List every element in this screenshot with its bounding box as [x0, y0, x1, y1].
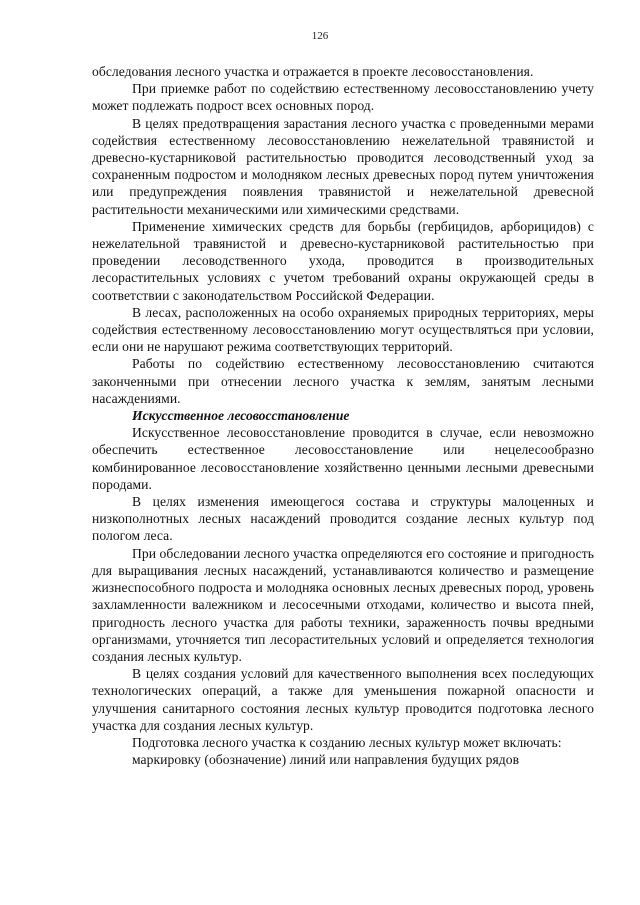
document-body	[92, 63, 594, 768]
paragraph-1: обследования лесного участка и отражается в проекте лесовосстановления.	[92, 64, 534, 79]
paragraph-10: В целях создания условий для качественного выполнения всех последующих технологических операций, а также для уменьшения пожарной опасности и улучшения санитарного состояния лесных культур проводится подготовка лесного участка для создания лесных культур.	[92, 666, 594, 733]
paragraph-3: В целях предотвращения зарастания лесного участка с проведенными мерами содействия естественному лесовосстановлению нежелательной травянистой и древесно-кустарниковой растительностью проводится лесоводственный уход за сохраненным подростом и молодняком лесных древесных пород путем уничтожения или предупреждения появления травянистой и нежелательной древесной растительности механическими или химическими средствами.	[92, 115, 594, 217]
paragraph-4: Применение химических средств для борьбы (гербицидов, арборицидов) с нежелательной травянистой и древесно-кустарниковой растительностью при проведении лесоводственного ухода, проводится в производительных лесорастительных условиях с учетом требований охраны окружающей среды в соответствии с законодательством Российской Федерации.	[92, 218, 594, 303]
paragraph-9: При обследовании лесного участка определяются его состояние и пригодность для выращивания лесных насаждений, устанавливаются количество и размещение жизнеспособного подроста и молодняка основных лесных древесных пород, уровень захламленности валежником и лесосечными отходами, количество и высота пней, пригодность лесного участка для работы техники, зараженность почвы вредными организмами, уточняется тип лесорастительных условий и определяется технология создания лесных культур.	[92, 545, 594, 664]
paragraph-11: Подготовка лесного участка к созданию лесных культур может включать:	[132, 734, 562, 750]
paragraph-7: Искусственное лесовосстановление проводится в случае, если невозможно обеспечить естественное лесовосстановление или нецелесообразно комбинированное лесовосстановление хозяйственно ценными лесными древесными породами.	[92, 425, 594, 492]
section-heading: Искусственное лесовосстановление	[132, 408, 350, 424]
paragraph-2: При приемке работ по содействию естественному лесовосстановлению учету может подлежать подрост всех основных пород.	[92, 81, 594, 114]
paragraph-12: маркировку (обозначение) линий или направления будущих рядов	[132, 752, 520, 768]
paragraph-6: Работы по содействию естественному лесовосстановлению считаются законченными при отнесении лесного участка к землям, занятым лесными насаждениями.	[92, 356, 594, 406]
paragraph-8: В целях изменения имеющегося состава и структуры малоценных и низкополнотных лесных насаждений проводится создание лесных культур под пологом леса.	[92, 494, 594, 544]
page-number: 126	[311, 30, 329, 42]
paragraph-5: В лесах, расположенных на особо охраняемых природных территориях, меры содействия естественному лесовосстановлению могут осуществляться при условии, если они не нарушают режима соответствующих территорий.	[92, 304, 594, 355]
